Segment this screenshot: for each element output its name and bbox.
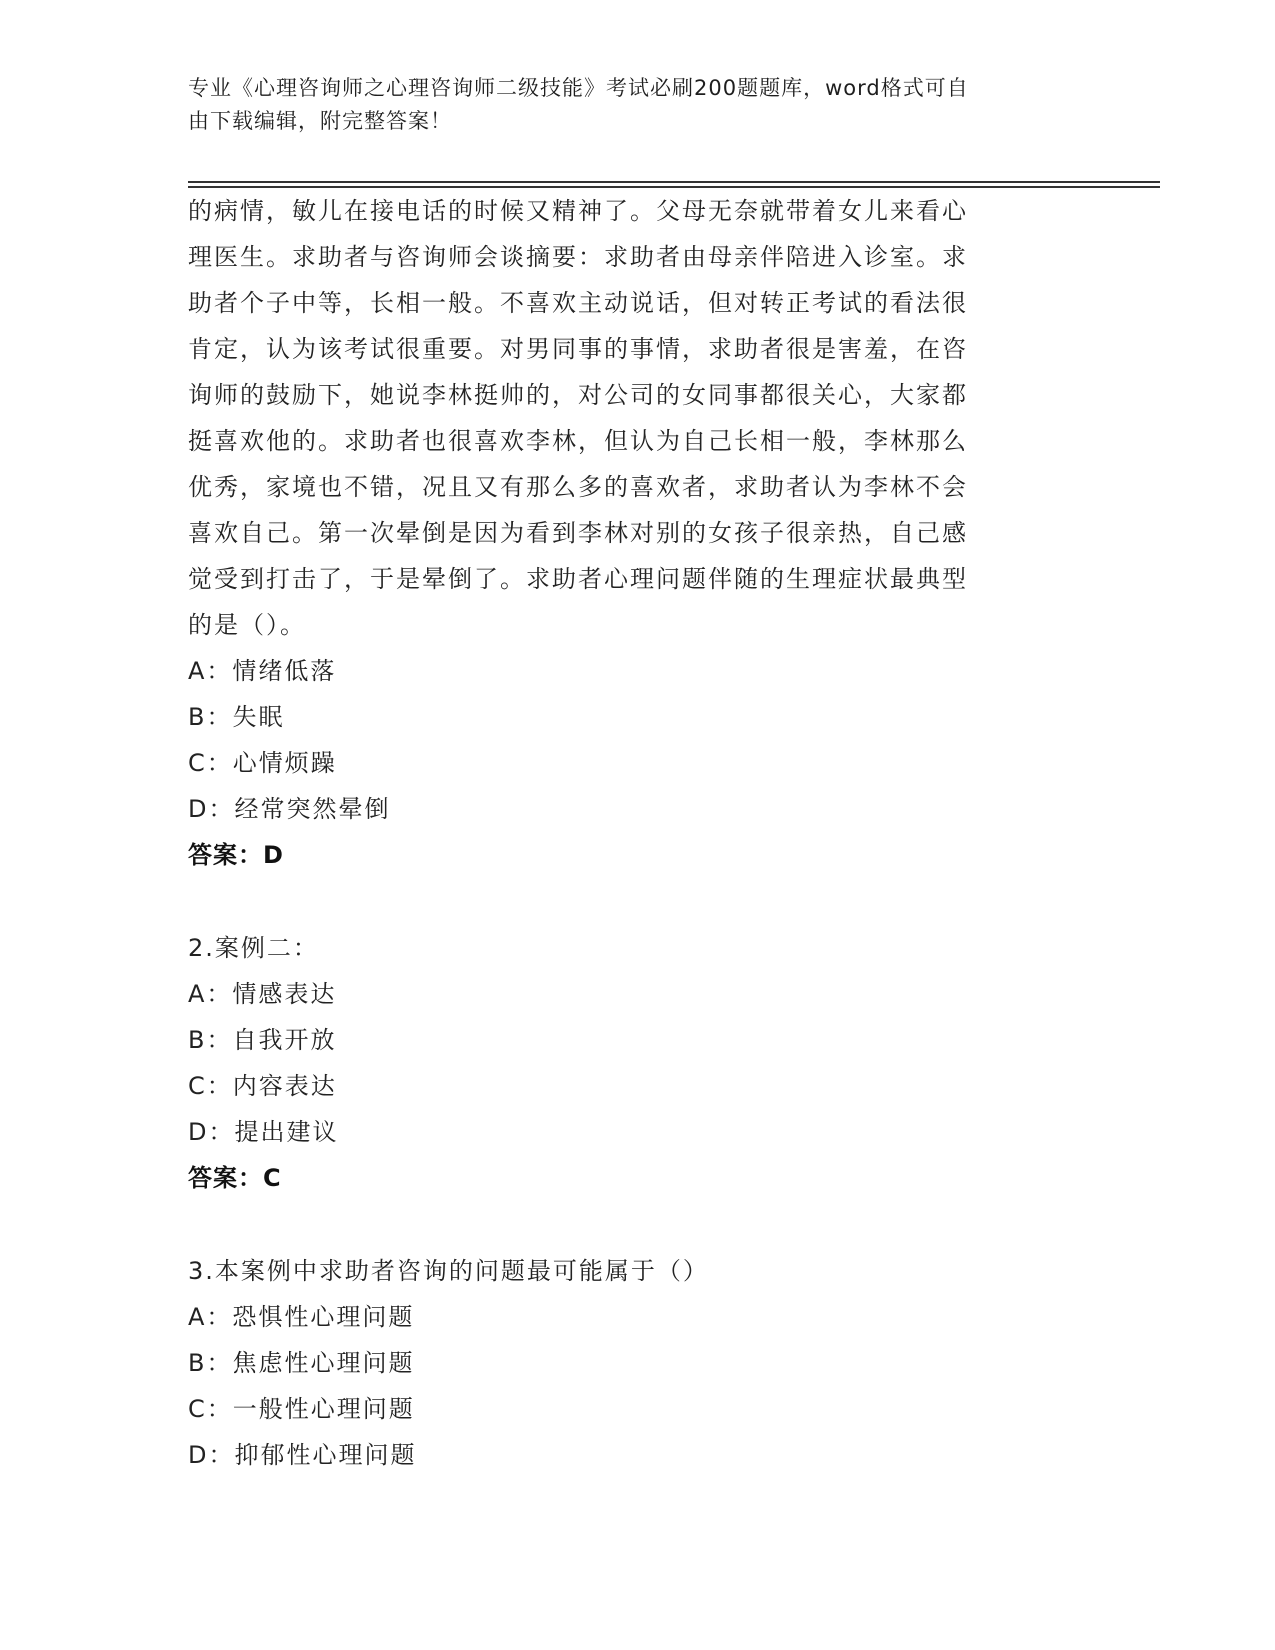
header-divider-top: [188, 181, 1160, 183]
question-3-option-c: C：一般性心理问题: [188, 1395, 415, 1423]
question-1-text-line: 喜欢自己。第一次晕倒是因为看到李林对别的女孩子很亲热，自己感: [188, 519, 968, 547]
question-1-text-line: 挺喜欢他的。求助者也很喜欢李林，但认为自己长相一般，李林那么: [188, 427, 968, 455]
header-line-1: 专业《心理咨询师之心理咨询师二级技能》考试必刷200题题库，word格式可自: [188, 76, 969, 100]
question-1-text-line: 优秀，家境也不错，况且又有那么多的喜欢者，求助者认为李林不会: [188, 473, 968, 501]
spacer: [188, 1201, 1068, 1248]
question-1-text-line: 的是（）。: [188, 611, 306, 639]
question-1-option-c: C：心情烦躁: [188, 749, 337, 777]
question-3-option-a: A：恐惧性心理问题: [188, 1303, 415, 1331]
question-1: [188, 188, 1068, 878]
question-1-text-line: 理医生。求助者与咨询师会谈摘要：求助者由母亲伴陪进入诊室。求: [188, 243, 968, 271]
question-2-title: 2.案例二：: [188, 934, 319, 962]
question-2-answer: 答案：C: [188, 1164, 282, 1192]
document-header: [188, 72, 1088, 138]
question-1-text-line: 觉受到打击了，于是晕倒了。求助者心理问题伴随的生理症状最典型: [188, 565, 968, 593]
question-2-option-b: B：自我开放: [188, 1026, 337, 1054]
question-3-option-d: D：抑郁性心理问题: [188, 1441, 417, 1469]
question-2-option-a: A：情感表达: [188, 980, 337, 1008]
question-1-text-line: 肯定，认为该考试很重要。对男同事的事情，求助者很是害羞，在咨: [188, 335, 968, 363]
question-1-text-line: 询师的鼓励下，她说李林挺帅的，对公司的女同事都很关心，大家都: [188, 381, 968, 409]
question-1-option-d: D：经常突然晕倒: [188, 795, 391, 823]
header-line-2: 由下载编辑，附完整答案！: [188, 109, 452, 133]
question-2: [188, 925, 1068, 1201]
question-1-text-line: 的病情，敏儿在接电话的时候又精神了。父母无奈就带着女儿来看心: [188, 197, 968, 225]
question-3: [188, 1248, 1068, 1478]
question-1-text-line: 助者个子中等，长相一般。不喜欢主动说话，但对转正考试的看法很: [188, 289, 968, 317]
question-2-option-c: C：内容表达: [188, 1072, 337, 1100]
question-1-option-b: B：失眠: [188, 703, 285, 731]
question-2-option-d: D：提出建议: [188, 1118, 339, 1146]
question-3-option-b: B：焦虑性心理问题: [188, 1349, 415, 1377]
question-3-title: 3.本案例中求助者咨询的问题最可能属于（）: [188, 1257, 709, 1285]
document-body: [188, 188, 1068, 1478]
question-1-answer: 答案：D: [188, 841, 284, 869]
spacer: [188, 878, 1068, 925]
question-1-option-a: A：情绪低落: [188, 657, 337, 685]
